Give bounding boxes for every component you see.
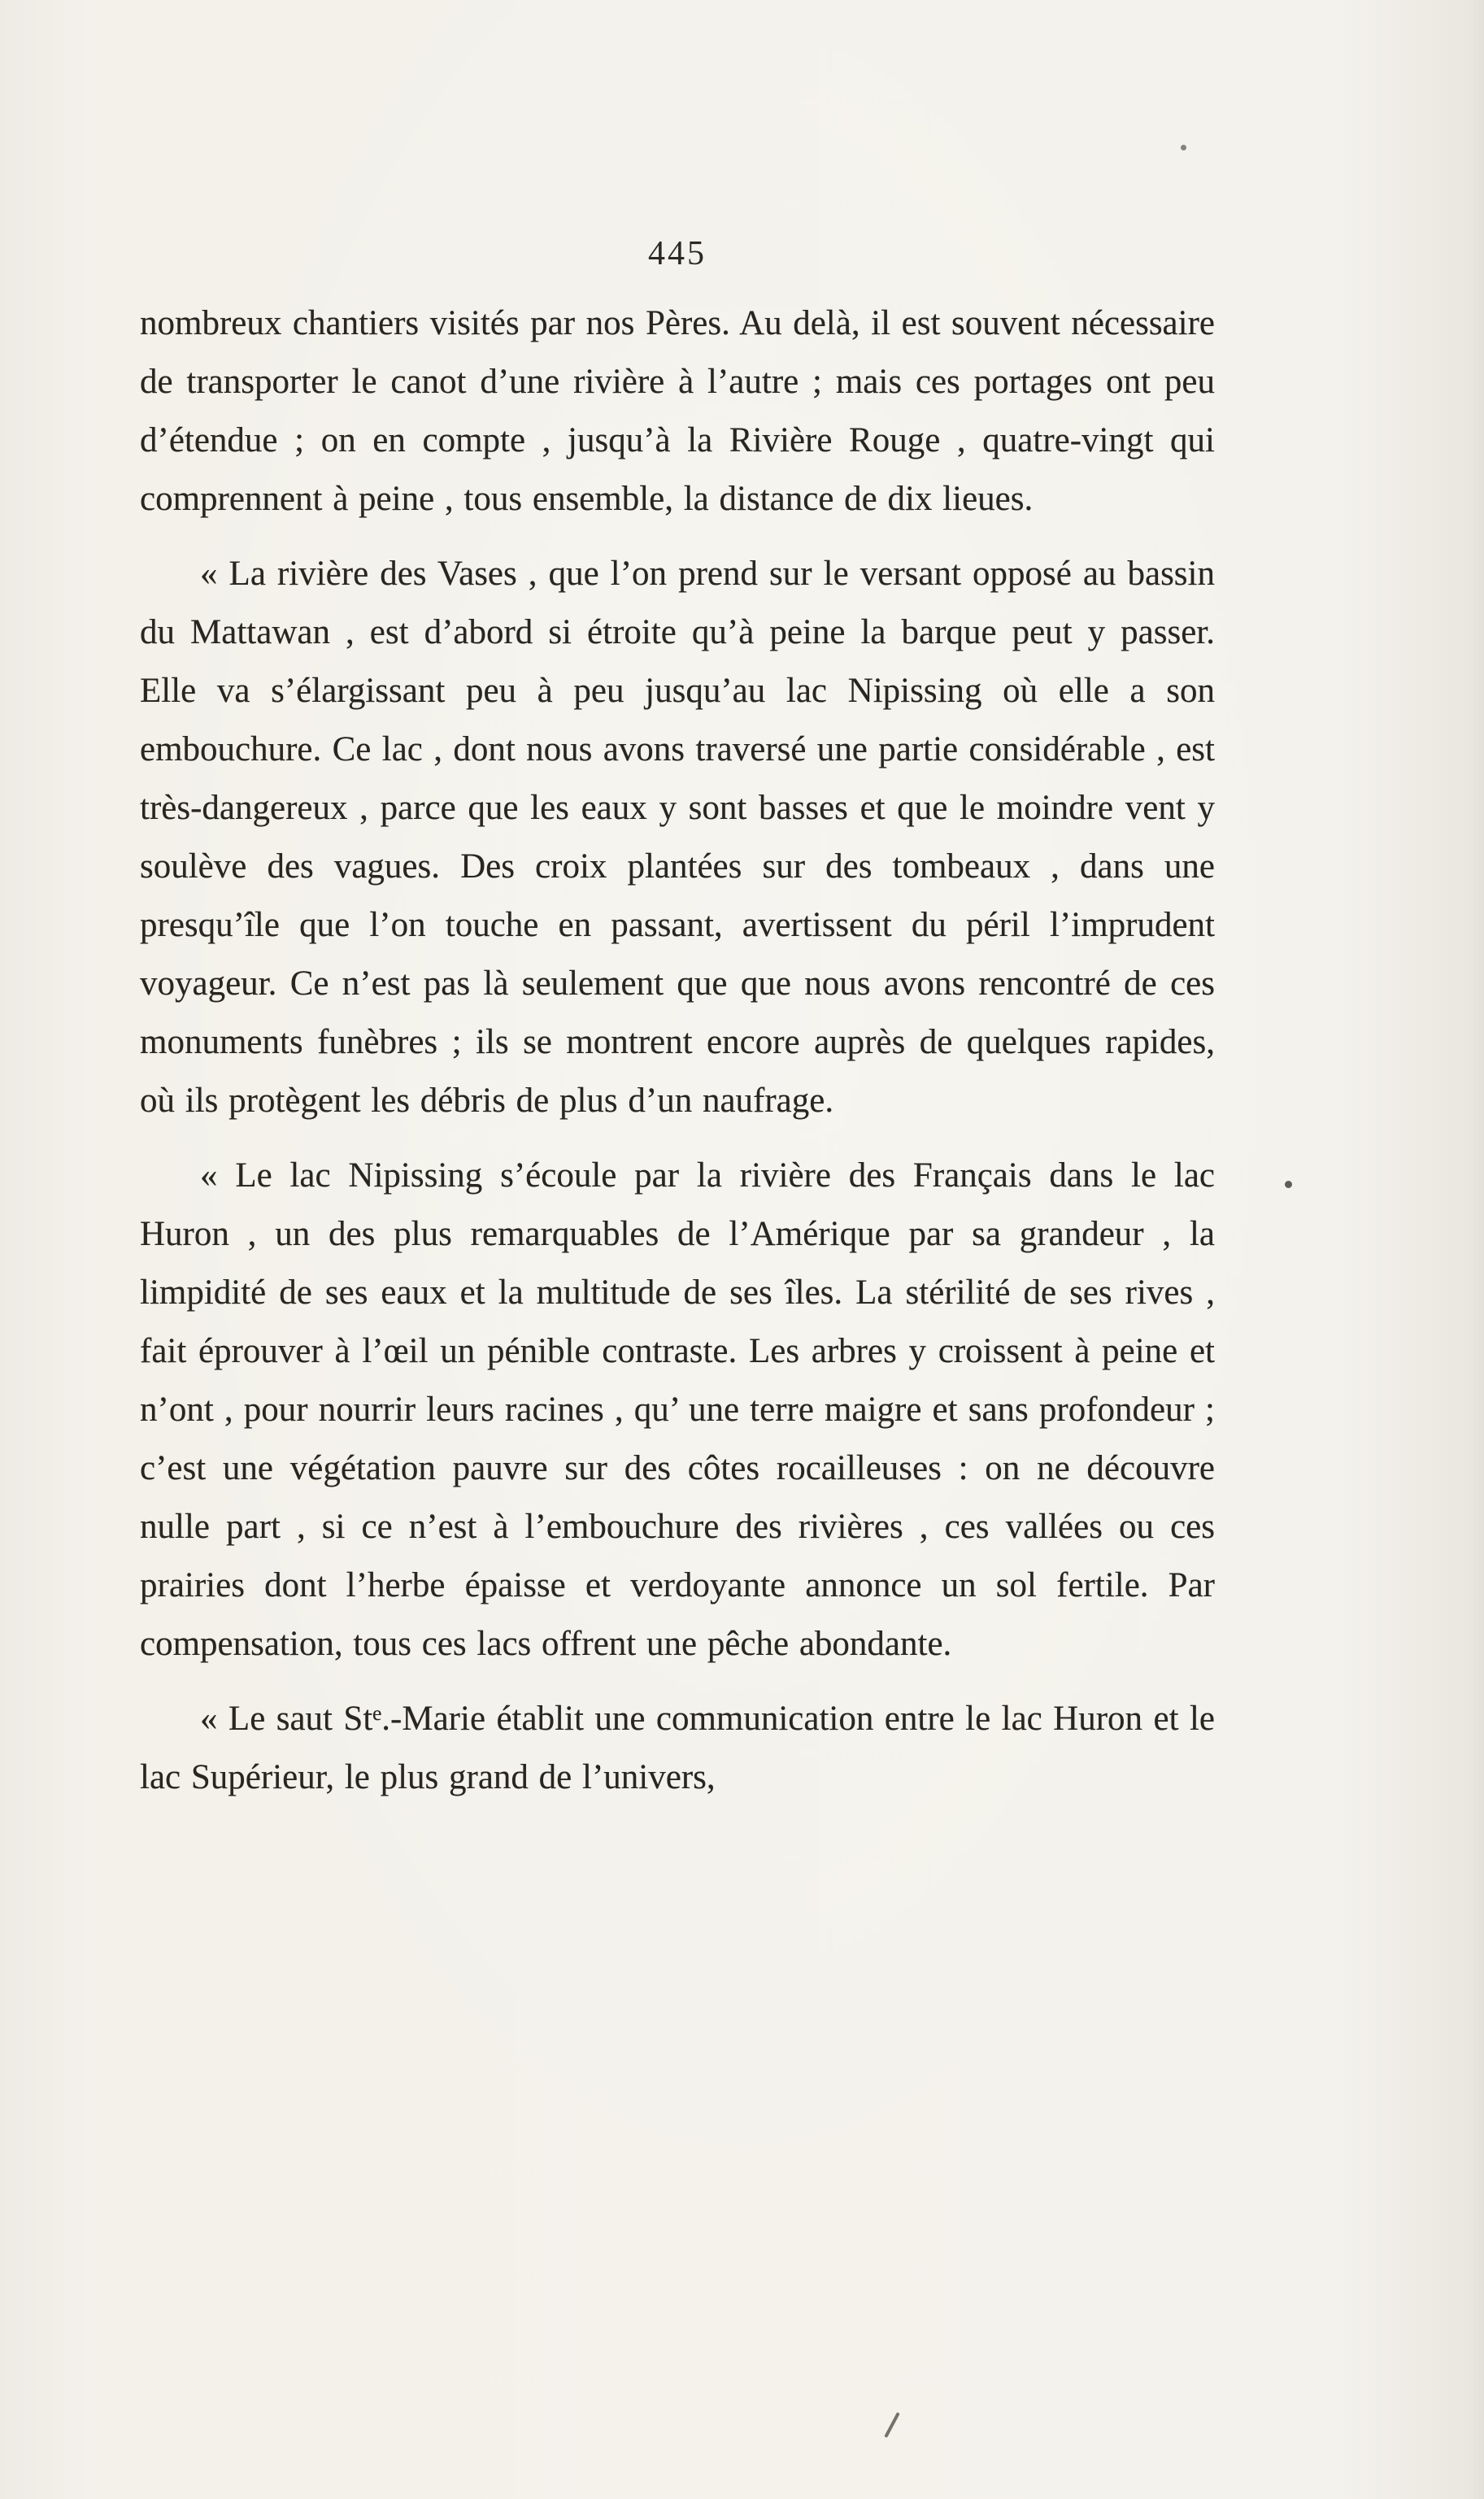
body-paragraph: nombreux chantiers visités par nos Pères. Au delà, il est souvent nécessaire de transporter le canot d’une rivière à l’autre ; mais ces portages ont peu d’étendue ; on en compte , jusqu’à la Rivière Rouge , quatre-vingt qui comprennent à peine , tous ensemble, la distance de dix lieues. — [140, 304, 1215, 518]
scan-mark — [884, 2412, 899, 2438]
scan-mark — [1181, 145, 1186, 150]
page-number: 445 — [648, 235, 707, 272]
body-paragraph: « Le saut Stᵉ.-Marie établit une communication entre le lac Huron et le lac Supérieur, le plus grand de l’univers, — [140, 1700, 1215, 1796]
scan-mark — [1285, 1181, 1292, 1188]
body-paragraph: « La rivière des Vases , que l’on prend sur le versant opposé au bassin du Mattawan , est d’abord si étroite qu’à peine la barque peut y passer. Elle va s’élargissant peu à peu jusqu’au lac Nipissing où elle a son embouchure. Ce lac , dont nous avons traversé une partie considérable , est très-dangereux , parce que les eaux y sont basses et que le moindre vent y soulève des vagues. Des croix plantées sur des tombeaux , dans une presqu’île que l’on touche en passant, avertissent du péril l’imprudent voyageur. Ce n’est pas là seulement que que nous avons rencontré de ces monuments funèbres ; ils se montrent encore auprès de quelques rapides, où ils protègent les débris de plus d’un naufrage. — [140, 555, 1215, 1120]
page-text — [140, 294, 1215, 1807]
body-paragraph: « Le lac Nipissing s’écoule par la rivière des Français dans le lac Huron , un des plus remarquables de l’Amérique par sa grandeur , la limpidité de ses eaux et la multitude de ses îles. La stérilité de ses rives , fait éprouver à l’œil un pénible contraste. Les arbres y croissent à peine et n’ont , pour nourrir leurs racines , qu’ une terre maigre et sans profondeur ; c’est une végétation pauvre sur des côtes rocailleuses : on ne découvre nulle part , si ce n’est à l’embouchure des rivières , ces vallées ou ces prairies dont l’herbe épaisse et verdoyante annonce un sol fertile. Par compensation, tous ces lacs offrent une pêche abondante. — [140, 1156, 1215, 1663]
